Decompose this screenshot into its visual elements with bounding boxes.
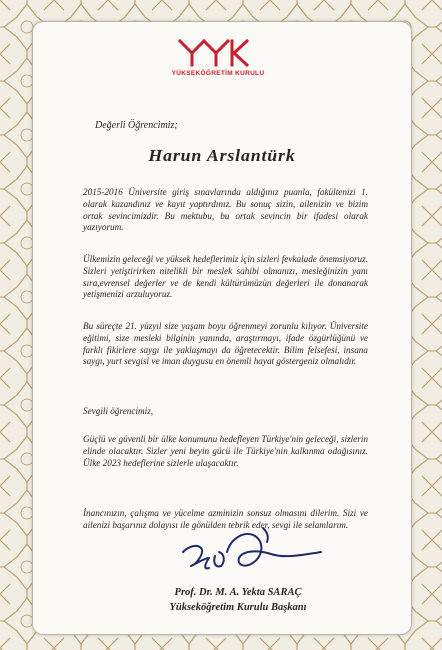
- paragraph-2: Ülkemizin geleceği ve yüksek hedeflerimiz için sizleri fevkalade önemsiyoruz. Sizleri yetiştirirken nitelikli bir meslek sahibi olmanızı, mesleğinizin yanı sıra,evrensel değerler ve de kendi kültürümüzün değerleri ile donanarak yetişmenizi arzuluyoruz.: [83, 254, 368, 300]
- yok-logo-icon: [177, 38, 259, 68]
- greeting-line: Sevgili öğrencimiz,: [83, 406, 154, 416]
- logo-text: YÜKSEKÖĞRETİM KURULU: [171, 70, 265, 77]
- salutation: Değerli Öğrencimiz;: [95, 120, 178, 131]
- handwritten-signature: [179, 522, 329, 582]
- paragraph-5: İnancınızın, çalışma ve yücelme azminizin sonsuz olmasını dilerim. Sizi ve ailenizi başarınız dolayısı ile gönülden tebrik eder, sevgi ile selamlarım.: [83, 508, 368, 530]
- recipient-name: Harun Arslantürk: [148, 146, 296, 165]
- paragraph-3: Bu süreçte 21. yüzyıl size yaşam boyu öğrenmeyi zorunlu kılıyor. Üniversite eğitimi, size mesleki bilginin yanında, araştırmayı, ifade özgürlüğünü ve farklı fikirlere saygı ile yaklaşmayı da öğretecektir. Bilim felsefesi, insana saygı, yurt sevgisi ve iman duygusu en önemli hayat göstergeniz olmalıdır.: [83, 321, 368, 367]
- signer-title: Yükseköğretim Kurulu Başkanı: [169, 602, 307, 613]
- paragraph-1: 2015-2016 Üniversite giriş sınavlarında aldığınız puanla, fakültenizi 1. olarak kazandınız ve kayıt yaptırdınız. Bu sonuç sizin, ailenizin ve bizim ortak sevincimizdir. Bu mektubu, bu ortak sevincin bir ifadesi olarak yazıyorum.: [83, 187, 368, 233]
- congratulation-letter: [33, 22, 411, 634]
- yok-logo: [168, 38, 268, 108]
- paragraph-4: Güçlü ve güvenli bir ülke konumunu hedefleyen Türkiye'nin geleceği, sizlerin elinde olacaktır. Sizler yeni beyin gücü ile Türkiye'nin kalkınma odağısınız. Ülke 2023 hedeflerine sizlerle ulaşacaktır.: [83, 434, 368, 468]
- signer-name: Prof. Dr. M. A. Yekta SARAÇ: [174, 587, 302, 598]
